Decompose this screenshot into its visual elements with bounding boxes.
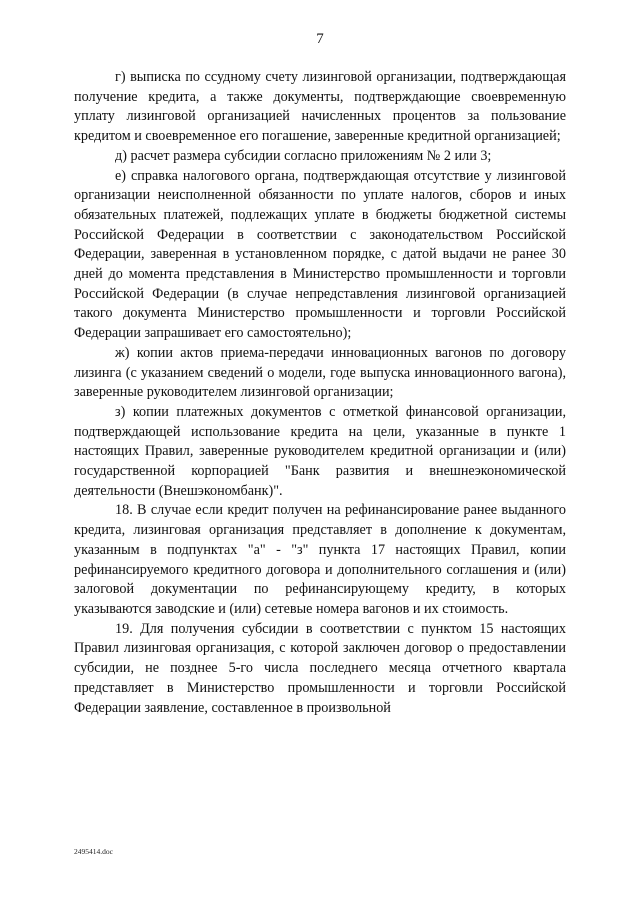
paragraph-item-z: з) копии платежных документов с отметкой финансовой организации, подтверждающей использование кредита на цели, указанные в пункте 1 настоящих Правил, заверенные руководителем кредитной организации и (или) государственной корпорацией "Банк развития и внешнеэкономической деятельности (Внешэкономбанк)". [74,403,566,499]
page-number: 7 [316,31,324,47]
document-file-code: 2495414.doc [74,847,113,856]
paragraph-18: 18. В случае если кредит получен на рефинансирование ранее выданного кредита, лизинговая организация представляет в дополнение к документам, указанным в подпунктах "а" - "з" пункта 17 настоящих Правил, копии рефинансируемого кредитного договора и дополнительного соглашения и (или) залоговой документации по рефинансирующему кредиту, в которых указываются заводские и (или) сетевые номера вагонов и их стоимость. [74,502,566,617]
paragraph-item-g: г) выписка по ссудному счету лизинговой организации, подтверждающая получение кредита, а также документы, подтверждающие своевременную уплату лизинговой организацией начисленных процентов за пользование кредитом и своевременное его погашение, заверенные кредитной организацией; [74,69,566,145]
document-body [74,68,566,718]
paragraph-item-e: е) справка налогового органа, подтверждающая отсутствие у лизинговой организации неисполненной обязанности по уплате налогов, сборов и иных обязательных платежей, подлежащих уплате в бюджеты бюджетной системы Российской Федерации в соответствии с законодательством Российской Федерации, заверенная в установленном порядке, с датой выдачи не ранее 30 дней до момента представления в Министерство промышленности и торговли Российской Федерации (в случае непредставления лизинговой организацией такого документа Министерство промышленности и торговли Российской Федерации запрашивает его самостоятельно); [74,167,566,342]
paragraph-item-zh: ж) копии актов приема-передачи инновационных вагонов по договору лизинга (с указанием сведений о модели, годе выпуска инновационного вагона), заверенные руководителем лизинговой организации; [74,344,566,401]
paragraph-19: 19. Для получения субсидии в соответствии с пунктом 15 настоящих Правил лизинговая организация, с которой заключен договор о предоставлении субсидии, не позднее 5-го числа последнего месяца отчетного квартала представляет в Министерство промышленности и торговли Российской Федерации заявление, составленное в произвольной [74,620,566,716]
paragraph-item-d: д) расчет размера субсидии согласно приложениям № 2 или 3; [115,147,492,164]
